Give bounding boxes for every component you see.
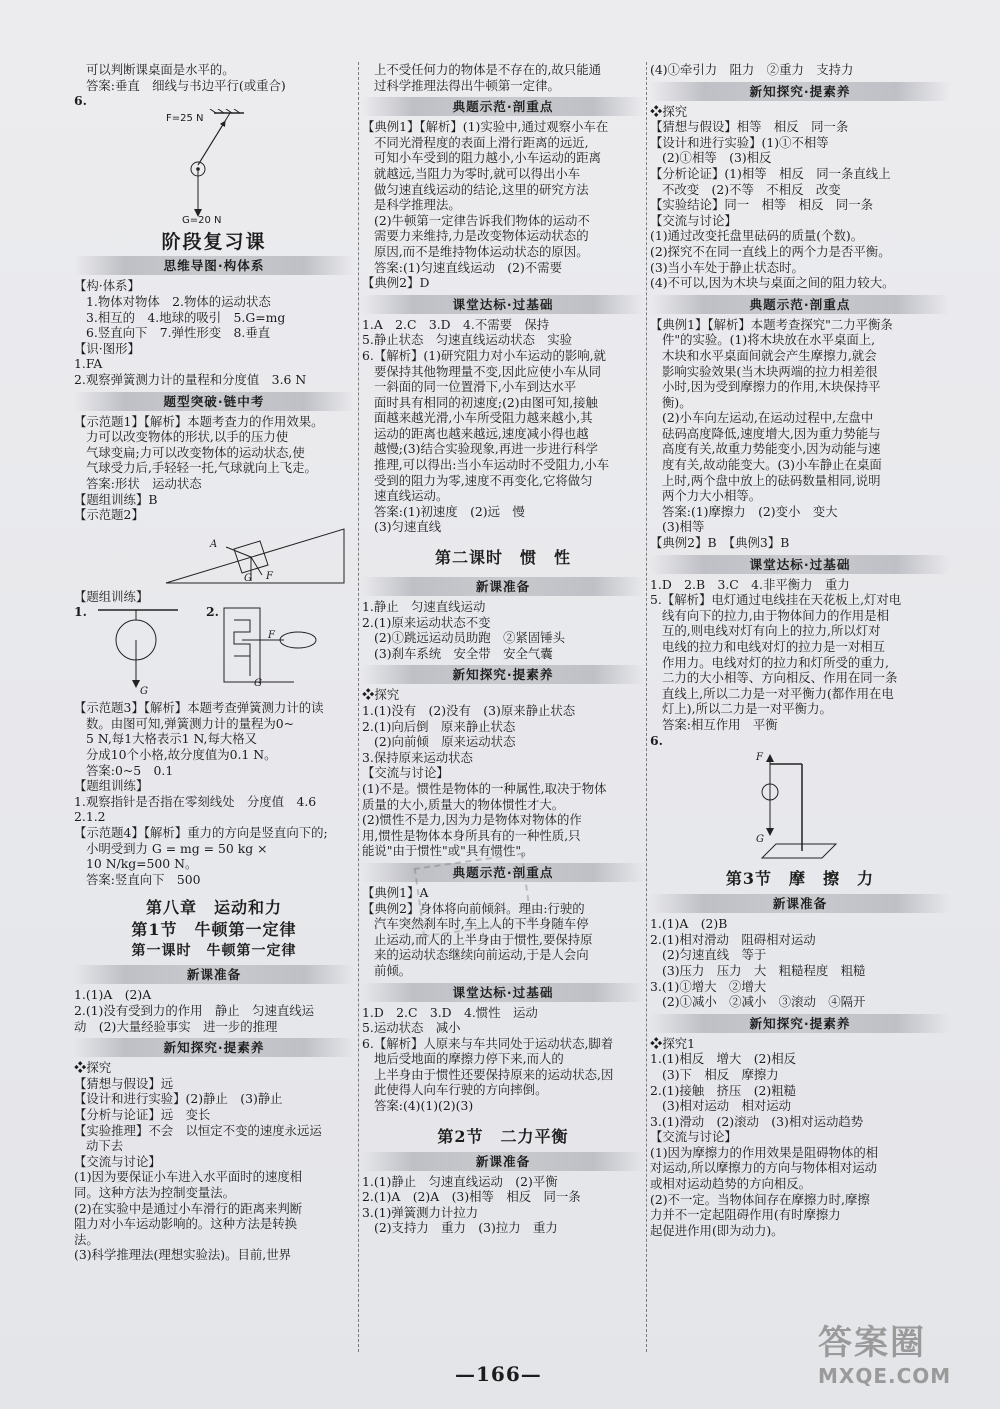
lesson-title: 第一课时 牛顿第一定律 [131,943,297,960]
section-bar: 思维导图·构体系 [74,256,354,275]
figure-label: F [268,630,275,642]
text-line: 法。 [74,1231,99,1247]
text-line: 地后受地面的摩擦力停下来,而人的 [374,1051,564,1067]
text-line: (1)不是。惯性是物体的一种属性,取决于物体 [362,780,607,796]
text-line: 【示范题3】【解析】本题考查弹簧测力计的读 [74,700,324,716]
text-line: 2.(1)向后倒 原来静止状态 [362,718,516,734]
text-line: 2.(1)接触 挤压 (2)粗糙 [650,1082,797,1098]
chapter-title: 第八章 运动和力 [145,898,282,918]
answer-line: (3)相等 [662,519,705,535]
text-line: 阻力对小车运动影响的。这种方法是转换 [74,1216,298,1232]
text-line: 1.(1)静止 匀速直线运动 (2)平衡 [362,1173,558,1189]
text-line: 气球受力后,手轻轻一托,气球就向上飞走。 [86,460,317,476]
text-line: 【识·图形】 [74,340,140,356]
text-line: 【典例2】D [362,275,430,291]
text-line: 做匀速直线运动的结论,这里的研究方法 [374,181,589,197]
text-line: 【猜想与假设】远 [74,1075,174,1091]
section-bar: 新知探究·提素养 [650,82,950,101]
exercise-figures [74,604,354,700]
text-line: 力并不一定起阻碍作用(有时摩擦力 [650,1207,841,1223]
figure-label: G [244,572,252,584]
text-line: 影响实验效果(当木块两端的拉力相差很 [662,363,878,379]
question-number: 1. [74,604,87,620]
text-line: ❖探究 [650,103,688,119]
question-number: 2. [206,604,219,620]
text-line: 3.保持原来运动状态 [362,749,473,765]
text-line: (4)不可以,因为木块与桌面之间的阻力较大。 [650,275,895,291]
text-line: 1.(1)没有 (2)没有 (3)原来静止状态 [362,703,576,718]
text-line: 3.相互的 4.地球的吸引 5.G=mg [86,309,286,325]
text-line: 或相对运动趋势的方向相反。 [650,1176,812,1192]
text-line: 就越远,当阻力为零时,就可以得出小车 [374,165,581,181]
text-line: 上半身由于惯性还要保持原来的运动状态,因 [374,1066,614,1082]
text-line: 是科学推理法。 [374,197,461,213]
text-line: 【典例1】【解析】(1)实验中,通过观察小车在 [362,119,609,135]
section-bar: 典题示范·剖重点 [650,295,950,314]
text-line: (1)通过改变托盘里砝码的质量(个数)。 [650,228,864,244]
text-line: 受到的阻力为零,速度不再变化,它将做匀 [374,472,593,488]
figure-label: A [210,538,218,550]
force-label: F=25 N [166,112,204,124]
text-line: 要保持其他物理量不变,因此应使小车从同 [374,363,601,379]
text-line: 原因,而不是维持物体运动状态的原因。 [374,243,589,259]
text-line: 衡)。 [662,394,692,410]
text-line: 不改变 (2)不等 不相反 改变 [662,181,841,197]
text-line: 两个力大小相等。 [662,488,762,504]
text-line: 不同光滑程度的表面上滑行距离的远近, [374,134,589,150]
text-line: 上时,两个盘中放上的砝码数量相同,说明 [662,472,881,488]
text-line: 面时具有相同的初速度;(2)由图可知,接触 [374,394,598,410]
text-line: (2)支持力 重力 (3)拉力 重力 [374,1220,558,1236]
lamp-figure [650,748,950,868]
text-line: (2)在实验中是通过小车滑行的距离来判断 [74,1200,303,1216]
text-line: 6.竖直向下 7.弹性形变 8.垂直 [86,325,271,341]
lamp-stand-diagram [650,748,950,868]
text-line: 数。由图可知,弹簧测力计的量程为0~ [86,715,295,731]
incline-diagram [74,523,354,589]
text-line: 过科学推理法得出牛顿第一定律。 [374,77,560,93]
text-line: 【设计和进行实验】(2)静止 (3)静止 [74,1091,283,1107]
section-bar: 新知探究·提素养 [650,1014,950,1033]
watermark-url: MXQE.COM [818,1364,952,1388]
pendulum-figure [74,109,354,227]
text-line: 1.(1)A (2)B [650,916,728,932]
answer-line: 答案:(1)初速度 (2)远 慢 [374,503,525,519]
text-line: (2)惯性不是力,因为力是物体对物体的作 [362,812,582,828]
text-line: 1.观察指针是否指在零刻线处 分度值 4.6 [74,793,317,809]
question-number: 6. [650,732,663,748]
text-line: 来的运动状态继续向前运动,于是人会向 [374,947,589,963]
text-line: 动下去 [86,1138,124,1154]
text-line: 上不受任何力的物体是不存在的,故只能通 [374,62,601,77]
text-line: 1.(1)相反 增大 (2)相反 [650,1051,797,1067]
text-line: 1.静止 匀速直线运动 [362,599,486,615]
section-bar: 新知探究·提素养 [362,665,644,684]
section-bar: 新课准备 [362,577,644,596]
text-line: 【示范题4】【解析】重力的方向是竖直向下的; [74,825,328,841]
text-line: 二力的大小相等、方向相反、作用在同一条 [662,670,898,686]
section-bar: 新课准备 [650,894,950,913]
pendulum-diagram [74,109,354,227]
section-title: 第3节 摩 擦 力 [725,869,875,889]
text-line: 5.运动状态 减小 [362,1020,461,1036]
text-line: (2)探究不在同一直线上的两个力是否平衡。 [650,243,891,259]
text-line: 【典例2】身体将向前倾斜。理由:行驶的 [362,900,585,916]
text-line: 【题组训练】 [74,778,149,794]
text-line: 10 N/kg=500 N。 [86,856,198,872]
text-line: 【题组训练】B [74,491,158,507]
text-line: 作用力。电线对灯的拉力和灯所受的重力, [662,654,889,670]
text-line: 【分析与论证】远 变长 [74,1106,211,1122]
text-line: 【示范题1】【解析】本题考查力的作用效果。 [74,413,324,429]
text-line: (2)①减小 ②减小 ③滚动 ④隔开 [662,994,866,1010]
text-line: 3.(1)①增大 ②增大 [650,978,767,994]
text-line: 【题组训练】 [74,588,149,604]
figure-label: G [140,686,148,698]
text-line: (3)当小车处于静止状态时。 [650,259,804,275]
text-line: 【典例1】【解析】本题考查探究"二力平衡条 [650,316,893,332]
text-line: 力可以改变物体的形状,以手的压力使 [86,429,289,445]
text-line: 高度有关,故重力势能变小,因为动能与速 [662,441,881,457]
text-line: 用,惯性是物体本身所具有的一种性质,只 [362,827,581,843]
section-title: 第2节 二力平衡 [437,1126,569,1146]
answer-line: 答案:(1)摩擦力 (2)变小 变大 [662,503,838,519]
watermark-text: 答案圈 [818,1323,926,1363]
text-line: (2)向前倾 原来运动状态 [374,734,516,750]
section-bar: 题型突破·链中考 [74,392,354,411]
text-line: 前倾。 [374,962,412,978]
text-line: 件"的实验。(1)将木块放在水平桌面上, [662,332,876,348]
gravity-label: G [756,834,764,846]
text-line: 【交流与讨论】 [362,765,449,781]
watermark-logo [818,1315,951,1388]
text-line: 汽车突然刹车时,车上人的下半身随车停 [374,916,589,932]
text-line: (2)小车向左运动,在运动过程中,左盘中 [662,410,874,426]
answer-line: (3)匀速直线 [374,519,442,535]
text-line: 小明受到力 G = mg = 50 kg × [86,840,268,856]
text-line: (2)①跳远运动员助跑 ②紧固锤头 [374,630,566,646]
incline-figure [74,523,354,589]
section-bar: 典题示范·剖重点 [362,863,644,882]
text-line: 直线上,所以二力是一对平衡力(都作用在电 [662,685,894,701]
text-line: 1.FA [74,356,103,372]
text-line: (1)因为摩擦力的作用效果是阻碍物体的相 [650,1144,879,1160]
text-line: 6.【解析】人原来与车共同处于运动状态,脚着 [362,1035,614,1051]
column-right [650,62,950,1362]
lesson-title: 第二课时 惯 性 [434,548,571,568]
text-line: (2)牛顿第一定律告诉我们物体的运动不 [374,212,590,228]
text-line: (4)①牵引力 阻力 ②重力 支持力 [650,62,854,77]
text-line: 2.(1)没有受到力的作用 静止 匀速直线运 [74,1003,315,1018]
answer-line: 答案:(1)匀速直线运动 (2)不需要 [374,259,562,275]
text-line: 【示范题2】 [74,507,144,523]
text-line: 1.物体对物体 2.物体的运动状态 [86,293,271,309]
text-line: 6.【解析】(1)研究阻力对小车运动的影响,就 [362,347,606,363]
text-line: 【实验推理】不会 以恒定不变的速度永远运 [74,1122,322,1138]
text-line: 起促进作用(即为动力)。 [650,1222,784,1238]
text-line: 1.D 2.B 3.C 4.非平衡力 重力 [650,576,850,592]
text-line: 一斜面的同一位置滑下,小车到达水平 [374,379,577,395]
text-line: (2)不一定。当物体间存在摩擦力时,摩擦 [650,1191,870,1207]
text-line: 3.(1)弹簧测力计拉力 [362,1204,479,1220]
text-line: (3)下 相反 摩擦力 [662,1066,779,1082]
text-line: 电线的拉力和电线对灯的拉力是一对相互 [662,639,886,654]
text-line: 【分析论证】(1)相等 相反 同一条直线上 [650,165,891,181]
text-line: ❖探究 [74,1060,112,1076]
answer-line: 答案:0~5 0.1 [86,762,174,778]
text-line: 能说"由于惯性"或"具有惯性"。 [362,843,534,859]
text-line: 速直线运动。 [374,488,449,504]
text-line: 度有关,故动能变大。(3)小车静止在桌面 [662,457,882,473]
question-number: 6. [74,93,87,109]
text-line: (3)刹车系统 安全带 安全气囊 [374,645,553,661]
text-line: 气球变扁;力可以改变物体的运动状态,使 [86,444,305,460]
text-line: 对运动,所以摩擦力的方向与物体相对运动 [650,1160,877,1176]
text-line: (3)压力 压力 大 粗糙程度 粗糙 [662,962,866,978]
text-line: 【交流与讨论】 [650,212,737,228]
answer-line: 答案:(4)(1)(2)(3) [374,1098,474,1114]
text-line: 推理,可以得出:当小车运动时不受阻力,小车 [374,457,610,473]
text-line: 【设计和进行实验】(1)①不相等 [650,134,829,150]
text-line: 木块和水平桌面间就会产生摩擦力,就会 [662,347,877,363]
text-line: 1.A 2.C 3.D 4.不需要 保持 [362,316,550,332]
section-bar: 课堂达标·过基础 [362,983,644,1002]
text-line: 5 N,每1大格表示1 N,每大格又 [86,731,258,747]
text-line: (3)相对运动 相对运动 [662,1098,792,1114]
text-line: (2)①相等 (3)相反 [662,150,772,166]
text-line: 可知小车受到的阻力越小,小车运动的距离 [374,150,601,166]
section-bar: 课堂达标·过基础 [362,295,644,314]
text-line: 运动的距离也越来越远,速度减小得也越 [374,425,589,441]
page-number: —166— [455,1362,542,1386]
column-divider [646,62,647,1352]
text-line: (3)科学推理法(理想实验法)。目前,世界 [74,1247,292,1263]
figure-label: G [254,678,262,690]
column-left [74,62,354,1362]
text-line: ❖探究1 [650,1035,696,1051]
text-line: 2.观察弹簧测力计的量程和分度值 3.6 N [74,371,307,387]
text-line: 【实验结论】同一 相等 相反 同一条 [650,197,874,213]
text-line: 1.D 2.C 3.D 4.惯性 运动 [362,1004,538,1020]
column-middle [362,62,644,1362]
section-bar: 课堂达标·过基础 [650,555,950,574]
text-line: 可以判断课桌面是水平的。 [86,62,235,77]
text-line: ❖探究 [362,687,400,703]
text-line: 需要力来维持,力是改变物体运动状态的 [374,228,589,244]
gravity-label: G=20 N [182,214,222,226]
text-line: 5.静止状态 匀速直线运动状态 实验 [362,332,573,348]
text-line: 同。这种方法为控制变量法。 [74,1184,236,1200]
text-line: 2.(1)原来运动状态不变 [362,614,491,630]
text-line: 质量的大小,质量大的物体惯性才大。 [362,796,565,812]
answer-line: 答案:垂直 细线与书边平行(或重合) [86,77,286,93]
text-line: (1)因为要保证小车进入水平面时的速度相 [74,1169,303,1185]
text-line: 2.(1)相对滑动 阻碍相对运动 [650,931,816,947]
text-line: 2.1.2 [74,809,106,825]
section-bar: 新课准备 [362,1152,644,1171]
figure-label: F [266,570,273,582]
answer-line: 答案:竖直向下 500 [86,871,201,887]
text-line: 【构·体系】 [74,278,140,294]
text-line: 砝码高度降低,速度增大,因为重力势能与 [662,425,881,441]
text-line: 【猜想与假设】相等 相反 同一条 [650,119,849,135]
text-line: 面越来越光滑,小车所受阻力越来越小,其 [374,410,593,426]
force-label: F [756,752,763,764]
text-line: 互的,则电线对灯有向上的拉力,所以灯对 [662,623,881,639]
text-line: 3.(1)滑动 (2)滚动 (3)相对运动趋势 [650,1113,864,1129]
text-line: 线有向下的拉力,由于物体间力的作用是相 [662,607,889,623]
section-heading: 阶段复习课 [161,230,267,253]
text-line: 【交流与讨论】 [74,1153,161,1169]
section-bar: 新知探究·提素养 [74,1038,354,1057]
text-line: 2.(1)A (2)A (3)相等 相反 同一条 [362,1189,581,1205]
text-line: 越慢;(3)结合实验现象,再进一步进行科学 [374,441,598,457]
text-line: 此使得人向车行驶的方向摔倒。 [374,1082,548,1098]
section-bar: 典题示范·剖重点 [362,97,644,116]
text-line: (2)匀速直线 等于 [662,947,767,963]
text-line: 动 (2)大量经验事实 进一步的推理 [74,1018,278,1034]
answer-line: 答案:相互作用 平衡 [662,716,778,732]
text-line: 1.(1)A (2)A [74,987,152,1003]
text-line: 灯上),所以二力是一对平衡力。 [662,701,832,717]
text-line: 5.【解析】电灯通过电线挂在天花板上,灯对电 [650,592,902,608]
text-line: 小时,因为受到摩擦力的作用,木块保持平 [662,379,881,395]
answer-line: 答案:形状 运动状态 [86,475,202,491]
section-bar: 新课准备 [74,965,354,984]
text-line: 【典例1】A [362,884,429,900]
text-line: 分成10个小格,故分度值为0.1 N。 [86,747,277,763]
text-line: 止运动,而人的上半身由于惯性,要保持原 [374,931,593,947]
section-title: 第1节 牛顿第一定律 [131,920,297,940]
text-line: 【典例2】B 【典例3】B [650,535,790,551]
text-line: 【交流与讨论】 [650,1129,737,1145]
column-divider [358,62,359,1352]
